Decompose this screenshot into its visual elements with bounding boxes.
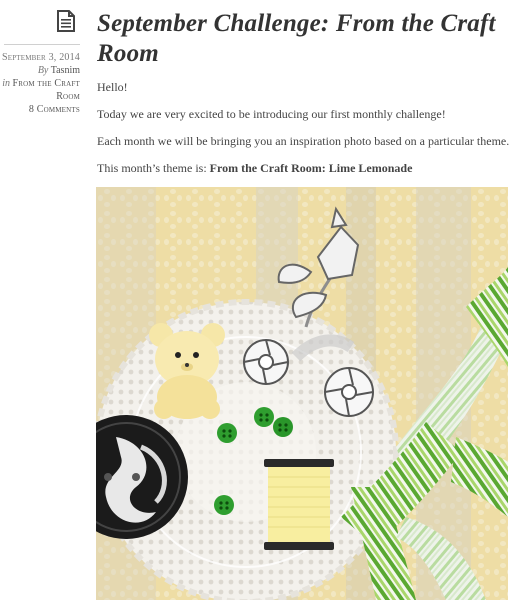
theme-value: From the Craft Room: Lime Lemonade — [209, 161, 413, 175]
in-label: in — [2, 78, 11, 89]
post-content — [97, 79, 517, 186]
intro-paragraph: Today we are very excited to be introducing our first monthly challenge! — [97, 107, 446, 121]
theme-prefix: This month’s theme is: — [97, 161, 210, 175]
author-link[interactable]: Tasnim — [50, 65, 80, 76]
category-link[interactable]: From the Craft Room — [12, 78, 80, 102]
greeting: Hello! — [97, 80, 128, 94]
document-icon — [56, 10, 76, 32]
post-title[interactable]: September Challenge: From the Craft Room — [97, 10, 496, 67]
craft-photo-illustration — [96, 187, 508, 600]
meta-divider — [4, 44, 80, 45]
thread-spool — [264, 459, 334, 550]
comments-link[interactable]: 8 Comments — [28, 104, 80, 115]
monthly-paragraph: Each month we will be bringing you an inspiration photo based on a particular theme. — [97, 134, 510, 148]
teddy-bear — [149, 323, 225, 419]
inspiration-photo — [96, 187, 508, 600]
post-meta — [0, 51, 80, 116]
by-label: By — [37, 65, 49, 76]
post-date: September 3, 2014 — [1, 52, 80, 63]
theme-paragraph — [97, 160, 517, 176]
